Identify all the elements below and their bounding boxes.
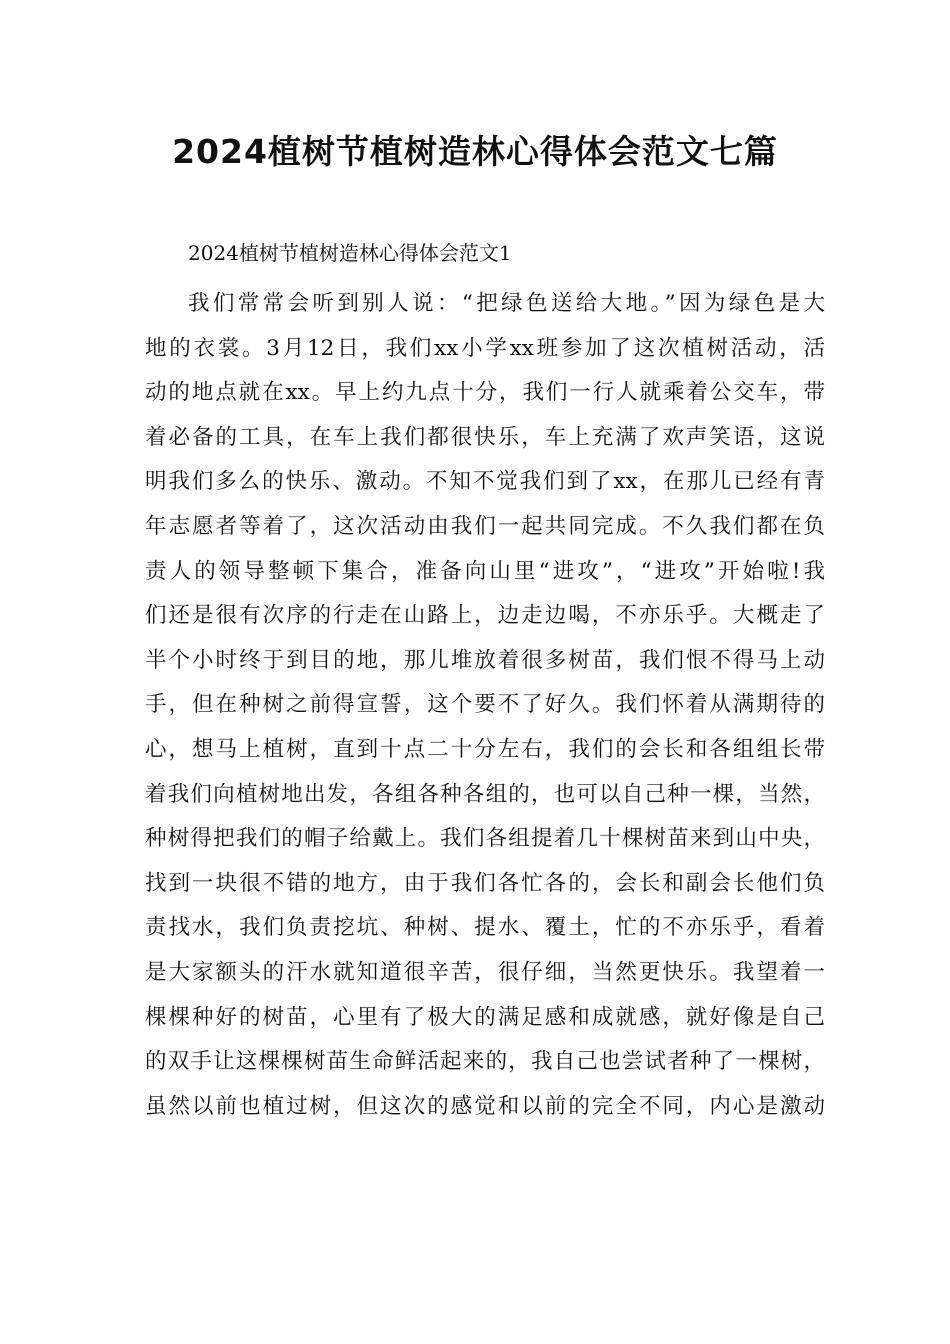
paragraph-line: 的双手让这棵棵树苗生命鲜活起来的，我自己也尝试者种了一棵树， bbox=[145, 1049, 825, 1075]
paragraph-line: 责找水，我们负责挖坑、种树、提水、覆土，忙的不亦乐乎，看着 bbox=[145, 915, 825, 941]
paragraph-line: 我们常常会听到别人说：“把绿色送给大地。”因为绿色是大 bbox=[188, 291, 825, 316]
paragraph-line: 手，但在种树之前得宣誓，这个要不了好久。我们怀着从满期待的 bbox=[145, 692, 825, 718]
paragraph-line: 是大家额头的汗水就知道很辛苦，很仔细，当然更快乐。我望着一 bbox=[145, 959, 825, 985]
paragraph-line: 责人的领导整顿下集合，准备向山里“进攻”，“进攻”开始啦!我 bbox=[145, 558, 825, 584]
paragraph-line: 着必备的工具，在车上我们都很快乐，车上充满了欢声笑语，这说 bbox=[145, 424, 825, 450]
paragraph-line: 心，想马上植树，直到十点二十分左右，我们的会长和各组组长带 bbox=[145, 736, 825, 762]
paragraph-line: 动的地点就在xx。早上约九点十分，我们一行人就乘着公交车，带 bbox=[145, 380, 825, 406]
paragraph-line: 明我们多么的快乐、激动。不知不觉我们到了xx，在那儿已经有青 bbox=[145, 469, 825, 495]
paragraph-line: 半个小时终于到目的地，那儿堆放着很多树苗，我们恨不得马上动 bbox=[145, 647, 825, 673]
paragraph-line: 年志愿者等着了，这次活动由我们一起共同完成。不久我们都在负 bbox=[145, 513, 825, 539]
paragraph-line: 地的衣裳。3月12日，我们xx小学xx班参加了这次植树活动，活 bbox=[145, 335, 825, 361]
paragraph-line: 虽然以前也植过树，但这次的感觉和以前的完全不同，内心是激动 bbox=[145, 1093, 825, 1119]
paragraph-line: 们还是很有次序的行走在山路上，边走边喝，不亦乐乎。大概走了 bbox=[145, 603, 825, 629]
paragraph-line: 着我们向植树地出发，各组各种各组的，也可以自己种一棵，当然， bbox=[145, 781, 825, 807]
paragraph-line: 棵棵种好的树苗，心里有了极大的满足感和成就感，就好像是自己 bbox=[145, 1004, 825, 1030]
section-heading: 2024植树节植树造林心得体会范文1 bbox=[188, 241, 512, 265]
paragraph-line: 种树得把我们的帽子给戴上。我们各组提着几十棵树苗来到山中央， bbox=[145, 826, 825, 852]
body-paragraph bbox=[145, 282, 825, 1129]
document-title: 2024植树节植树造林心得体会范文七篇 bbox=[172, 132, 778, 171]
paragraph-line: 找到一块很不错的地方，由于我们各忙各的，会长和副会长他们负 bbox=[145, 870, 825, 896]
